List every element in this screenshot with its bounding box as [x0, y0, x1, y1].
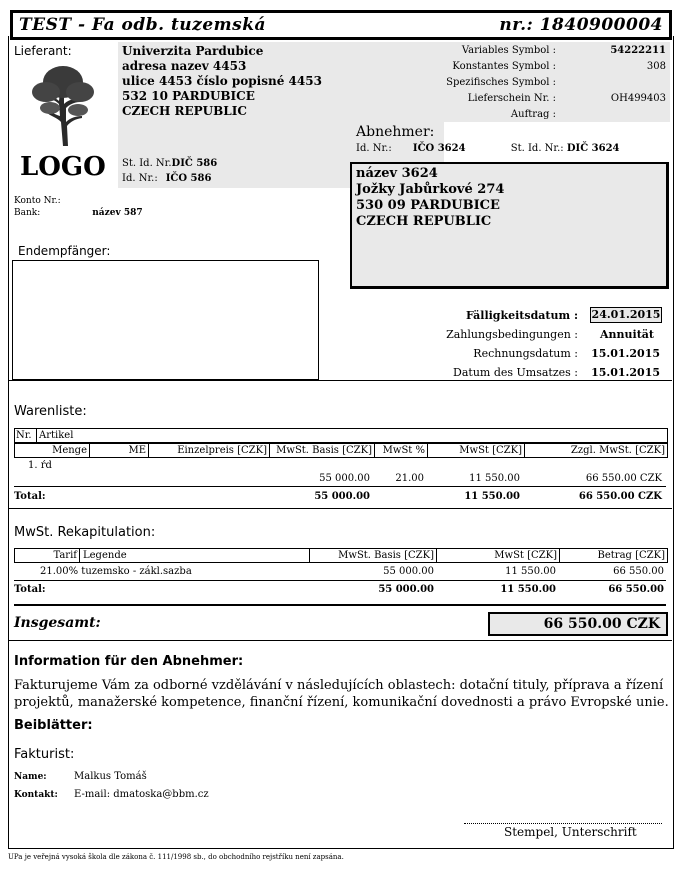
recap-header	[14, 548, 668, 563]
end-recipient-label: Endempfänger:	[18, 244, 111, 258]
konto-label: Konto Nr.:	[14, 196, 61, 206]
symbol-row	[444, 75, 668, 91]
symbol-label: Variables Symbol :	[461, 45, 556, 56]
tax-date-label: Datum des Umsatzes :	[453, 366, 578, 379]
divider	[8, 640, 672, 641]
recap-row-vat: 11 550.00	[505, 566, 556, 577]
item-row-total: 66 550.00 CZK	[585, 473, 662, 484]
supplier-addr2: ulice 4453 číslo popisné 4453	[122, 74, 322, 88]
col-total: Zzgl. MwSt. [CZK]	[570, 445, 665, 456]
tax-date-value: 15.01.2015	[591, 366, 660, 379]
invoice-date-label: Rechnungsdatum :	[473, 347, 578, 360]
invoice-date-value: 15.01.2015	[591, 347, 660, 360]
divider	[14, 604, 666, 606]
info-text	[14, 677, 669, 711]
buyer-id-label: Id. Nr.:	[356, 143, 392, 154]
document-type: TEST - Fa odb. tuzemská	[19, 15, 266, 35]
payment-terms-value: Annuität	[600, 328, 654, 341]
supplier-label: Lieferant:	[14, 44, 72, 58]
supplier-country: CZECH REPUBLIC	[122, 104, 247, 118]
date-row	[380, 344, 662, 363]
recap-total-label: Total:	[14, 584, 46, 595]
supplier-addr1: adresa nazev 4453	[122, 59, 247, 73]
signature-line	[464, 823, 662, 824]
buyer-name: název 3624	[356, 166, 438, 181]
signature-label: Stempel, Unterschrift	[504, 825, 637, 839]
recap-total-betrag: 66 550.00	[608, 584, 664, 595]
recap-row-label: 21.00% tuzemsko - zákl.sazba	[40, 566, 192, 577]
items-total-basis: 55 000.00	[314, 491, 370, 502]
items-total-total: 66 550.00 CZK	[578, 491, 662, 502]
tree-logo-icon	[30, 62, 96, 150]
items-total-vat: 11 550.00	[464, 491, 520, 502]
supplier-id-label: Id. Nr.:	[122, 173, 158, 184]
supplier-vat-label: St. Id. Nr.	[122, 158, 172, 169]
col-recap-vat: MwSt [CZK]	[437, 549, 560, 562]
col-einzelpreis: Einzelpreis [CZK]	[149, 444, 270, 457]
col-vat: MwSt [CZK]	[428, 444, 525, 457]
recap-row-betrag: 66 550.00	[613, 566, 664, 577]
items-header-2	[14, 443, 668, 458]
buyer-city: 530 09 PARDUBICE	[356, 198, 500, 213]
items-title: Warenliste:	[14, 404, 87, 419]
col-menge: Menge	[15, 444, 90, 457]
col-nr: Nr.	[15, 429, 37, 442]
symbol-row	[444, 59, 668, 75]
buyer-street: Jožky Jabůrkové 274	[356, 182, 505, 197]
due-date-value: 24.01.2015	[591, 308, 661, 321]
divider	[8, 380, 672, 381]
supplier-vat-value: DIČ 586	[171, 158, 218, 169]
issuer-name-label: Name:	[14, 772, 47, 782]
supplier-ids	[122, 156, 217, 186]
issuer-details	[14, 768, 209, 804]
symbol-value: 308	[646, 61, 666, 72]
footer-note: UPa je veřejná vysoká škola dle zákona č. 111/1998 sb., do obchodního rejstříku není zapsána.	[8, 853, 344, 861]
recap-total-vat: 11 550.00	[500, 584, 556, 595]
supplier-address	[122, 44, 322, 119]
symbol-value: OH499403	[610, 93, 666, 104]
item-row-label: 1. ŕd	[28, 460, 52, 471]
recap-title: MwSt. Rekapitulation:	[14, 525, 156, 540]
items-total-label: Total:	[14, 491, 46, 502]
grand-total-value: 66 550.00 CZK	[543, 616, 660, 632]
info-line-1: Fakturujeme Vám za odborné vzdělávání v následujících oblastech: dotační tituly, příprava a řízení	[14, 678, 664, 693]
date-row	[380, 325, 662, 344]
supplier-id-value: IČO 586	[165, 173, 212, 184]
col-artikel: Artikel	[39, 430, 74, 441]
info-title: Information für den Abnehmer:	[14, 654, 244, 669]
due-date-label: Fälligkeitsdatum :	[465, 309, 578, 322]
item-row-rate: 21.00	[395, 473, 424, 484]
buyer-vat-label: St. Id. Nr.:	[510, 143, 564, 154]
end-recipient-box	[12, 260, 319, 380]
symbol-row	[444, 43, 668, 59]
issuer-contact-value: E-mail: dmatoska@bbm.cz	[74, 789, 209, 800]
items-header-1	[14, 428, 668, 443]
symbols-list	[444, 43, 668, 123]
item-row-vat: 11 550.00	[469, 473, 520, 484]
symbol-label: Konstantes Symbol :	[452, 61, 556, 72]
symbol-row	[444, 91, 668, 107]
divider	[14, 486, 666, 487]
attachments-label: Beiblätter:	[14, 718, 93, 733]
symbol-label: Spezifisches Symbol :	[446, 77, 556, 88]
invoice-number: nr.: 1840900004	[499, 15, 663, 35]
symbol-label: Lieferschein Nr. :	[467, 93, 556, 104]
issuer-label: Fakturist:	[14, 747, 75, 762]
dates-block	[380, 306, 662, 382]
col-betrag: Betrag [CZK]	[597, 550, 665, 561]
buyer-country: CZECH REPUBLIC	[356, 214, 492, 229]
bank-label: Bank:	[14, 208, 41, 218]
col-rate: MwSt %	[375, 444, 428, 457]
symbol-value: 54222211	[610, 45, 666, 56]
date-row	[380, 306, 662, 325]
buyer-id-value: IČO 3624	[412, 143, 466, 154]
col-tarif: Tarif	[15, 549, 80, 562]
buyer-ids	[356, 143, 619, 154]
item-row-basis: 55 000.00	[319, 473, 370, 484]
bank-info	[14, 195, 143, 219]
supplier-name: Univerzita Pardubice	[122, 44, 264, 58]
bank-value: název 587	[92, 208, 143, 218]
grand-total-label: Insgesamt:	[14, 615, 101, 631]
issuer-contact-label: Kontakt:	[14, 790, 58, 800]
buyer-address	[356, 166, 504, 230]
buyer-label: Abnehmer:	[356, 124, 435, 140]
issuer-name-value: Malkus Tomáš	[74, 771, 147, 782]
payment-terms-label: Zahlungsbedingungen :	[446, 328, 578, 341]
grand-total-box	[488, 612, 668, 636]
col-basis: MwSt. Basis [CZK]	[270, 444, 375, 457]
col-recap-basis: MwSt. Basis [CZK]	[310, 549, 437, 562]
symbol-label: Auftrag :	[510, 109, 556, 120]
recap-row-basis: 55 000.00	[383, 566, 434, 577]
buyer-vat-value: DIČ 3624	[566, 143, 620, 154]
col-legende: Legende	[81, 549, 310, 562]
col-me: ME	[90, 444, 149, 457]
logo-text: LOGO	[20, 152, 106, 182]
recap-total-basis: 55 000.00	[378, 584, 434, 595]
divider	[8, 508, 672, 509]
symbol-row	[444, 107, 668, 123]
supplier-city: 532 10 PARDUBICE	[122, 89, 255, 103]
info-line-2: projektů, manažerské kompetence, finanční řízení, komunikační dovednosti a právo Evropské unie.	[14, 695, 669, 710]
divider	[14, 580, 666, 581]
